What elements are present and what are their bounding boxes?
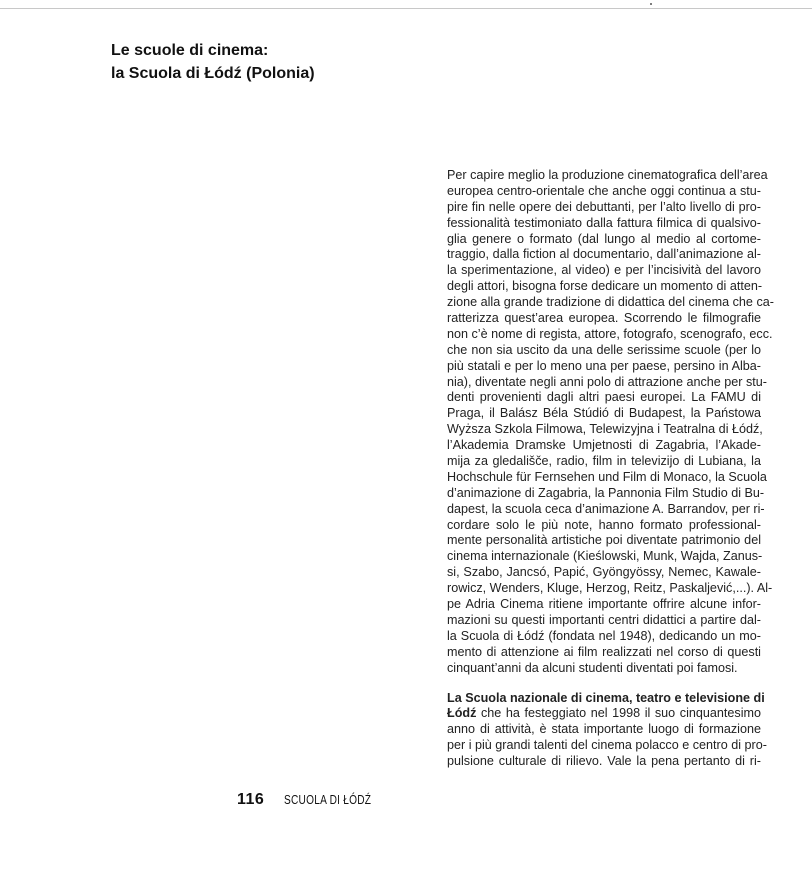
paragraph-1-line: mija za gledališče, radio, film in televizijo di Lubiana, la [447,454,761,469]
paragraph-1-line: degli attori, bisogna forse dedicare un momento di atten- [447,279,763,294]
paragraph-1-line: cinema internazionale (Kieślowski, Munk, Wajda, Zanus- [447,549,763,564]
paragraph-2 [447,690,767,770]
body-column [447,168,774,770]
paragraph-1-line: la Scuola di Łódź (fondata nel 1948), dedicando un mo- [447,628,761,643]
paragraph-1-line: cinquant’anni da alcuni studenti diventati poi famosi. [447,660,738,675]
paragraph-1-line: Praga, il Balász Béla Stúdió di Budapest, la Państowa [447,406,761,421]
paragraph-1-line: cordare solo le più note, hanno formato professional- [447,517,761,532]
scan-speck [650,3,652,5]
paragraph-2-line: pulsione culturale di rilievo. Vale la pena pertanto di ri- [447,754,761,769]
title-line-2: la Scuola di Łódź (Polonia) [111,65,315,82]
paragraph-1-line: pire fin nelle opere dei debuttanti, per l’alto livello di pro- [447,199,761,214]
paragraph-1-line: glia genere o formato (dal lungo al medio al cortome- [447,231,761,246]
paragraph-1-line: traggio, dalla fiction al documentario, dall’animazione al- [447,247,761,262]
paragraph-1-line: che non sia uscito da una delle serissime scuole (per lo [447,342,761,357]
paragraph-2-line [447,706,761,722]
paragraph-1-line: mento di attenzione ai film realizzati nel corso di questi [447,644,761,659]
paragraph-1-line: fessionalità testimoniato dalla fattura filmica di qualsivo- [447,215,761,230]
paragraph-1-line: dapest, la scuola ceca d’animazione A. Barrandov, per ri- [447,501,765,516]
paragraph-1-line: Per capire meglio la produzione cinematografica dell’area [447,168,768,182]
paragraph-gap [447,677,761,691]
paragraph-2-line: anno di attività, è stata importante luogo di formazione [447,722,761,737]
paragraph-1-line: mente personalità artistiche poi diventate patrimonio del [447,533,761,548]
paragraph-1-line: non c’è nome di regista, attore, fotografo, scenografo, ecc. [447,326,773,341]
paragraph-1-line: ratterizza quest’area europea. Scorrendo le filmografie [447,311,761,326]
paragraph-1-line: la sperimentazione, al video) e per l’incisività del lavoro [447,263,761,278]
paragraph-2-line [447,690,765,707]
title-line-1: Le scuole di cinema: [111,42,269,59]
paragraph-1-line: nia), diventate negli anni polo di attrazione anche per stu- [447,374,767,389]
paragraph-1-line: mazioni su questi importanti centri didattici a partire dal- [447,612,761,627]
page-footer [237,791,396,809]
city-name-bold: Łódź [447,706,477,721]
page-title [111,39,431,85]
school-name-bold: La Scuola nazionale di cinema, teatro e televisione di [447,690,765,705]
top-edge-rule [0,8,812,9]
paragraph-1-line: zione alla grande tradizione di didattica del cinema che ca- [447,295,774,310]
paragraph-1-line: d’animazione di Zagabria, la Pannonia Film Studio di Bu- [447,485,765,500]
paragraph-1-line: si, Szabo, Jancsó, Papić, Gyöngyössy, Nemec, Kawale- [447,565,761,580]
paragraph-1-line: pe Adria Cinema ritiene importante offrire alcune infor- [447,597,761,612]
paragraph-1-line: Wyższa Szkola Filmowa, Telewizyjna i Teatralna di Łódź, [447,422,763,437]
paragraph-1 [447,168,774,677]
paragraph-1-line: europea centro-orientale che anche oggi continua a stu- [447,183,761,198]
paragraph-1-line: denti provenienti dagli altri paesi europei. La FAMU di [447,390,761,405]
paragraph-2-line-text: che ha festeggiato nel 1998 il suo cinquantesimo [476,706,761,721]
paragraph-1-line: l’Akademia Dramske Umjetnosti di Zagabria, l’Akade- [447,438,761,453]
page-number: 116 [237,791,265,808]
paragraph-1-line: rowicz, Wenders, Kluge, Herzog, Reitz, Paskaljević,...). Al- [447,581,773,596]
paragraph-2-line: per i più grandi talenti del cinema polacco e centro di pro- [447,738,767,753]
paragraph-1-line: più statali e per lo meno una per paese, persino in Alba- [447,358,761,373]
paragraph-1-line: Hochschule für Fernsehen und Film di Monaco, la Scuola [447,469,767,484]
running-head: SCUOLA DI ŁÓDŹ [284,792,372,807]
